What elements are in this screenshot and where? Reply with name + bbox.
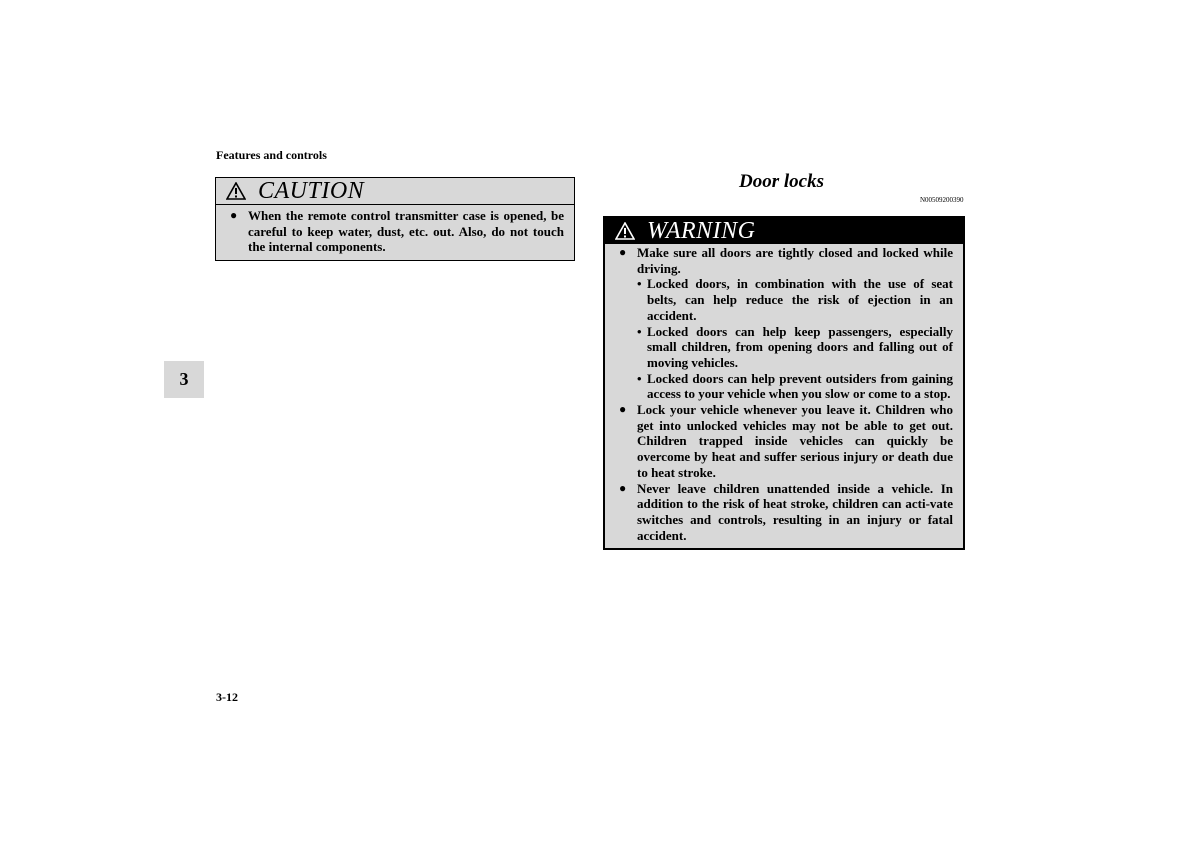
- chapter-tab: [164, 361, 204, 398]
- chapter-number: 3: [179, 369, 189, 389]
- caution-item-text: When the remote control transmitter case is opened, be careful to keep water, dust, etc. out. Also, do not touch the internal components.: [248, 208, 564, 255]
- document-code: N00509200390: [920, 196, 964, 204]
- warning-sub-item: [637, 276, 953, 323]
- warning-sub-item-text: Locked doors can help keep passengers, especially small children, from opening doors and falling out of moving vehicles.: [647, 323, 953, 370]
- bullet-icon: ●: [619, 480, 627, 495]
- running-head: Features and controls: [216, 148, 327, 162]
- warning-item-text: Never leave children unattended inside a vehicle. In addition to the risk of heat stroke, children can acti-vate switches and controls, resulting in an injury or fatal accident.: [637, 480, 953, 543]
- caution-item: [230, 208, 564, 255]
- caution-title: CAUTION: [258, 177, 365, 204]
- warning-sub-item: [637, 324, 953, 371]
- warning-box: [603, 216, 965, 550]
- bullet-icon: ●: [619, 245, 627, 259]
- warning-body: [605, 244, 963, 548]
- warning-sub-list: [637, 276, 953, 402]
- caution-body: [216, 205, 574, 260]
- caution-box: [215, 177, 575, 261]
- sub-bullet-icon: •: [637, 323, 642, 339]
- warning-sub-item-text: Locked doors can help prevent outsiders from gaining access to your vehicle when you slow or come to a stop.: [647, 370, 953, 402]
- warning-item: [619, 402, 953, 481]
- sub-bullet-icon: •: [637, 370, 642, 386]
- warning-item: [619, 481, 953, 544]
- warning-triangle-icon: [226, 182, 246, 200]
- warning-triangle-icon: [615, 222, 635, 240]
- warning-sub-item-text: Locked doors, in combination with the use of seat belts, can help reduce the risk of ejection in an accident.: [647, 276, 953, 323]
- section-title: Door locks: [739, 171, 824, 192]
- bullet-icon: ●: [619, 402, 627, 417]
- page-number: 3-12: [216, 690, 238, 704]
- bullet-icon: ●: [230, 208, 238, 222]
- warning-item-text: Make sure all doors are tightly closed and locked while driving.: [637, 245, 953, 276]
- sub-bullet-icon: •: [637, 276, 642, 292]
- warning-item-text: Lock your vehicle whenever you leave it. Children who get into unlocked vehicles may not be able to get out. Children trapped inside vehicles can quickly be overcome by heat and suffer serious injury or death due to heat stroke.: [637, 402, 953, 480]
- caution-header: [216, 178, 574, 205]
- warning-item-content: [637, 245, 953, 402]
- warning-title: WARNING: [647, 217, 756, 244]
- warning-item: [619, 245, 953, 402]
- warning-header: [605, 218, 963, 244]
- warning-sub-item: [637, 371, 953, 402]
